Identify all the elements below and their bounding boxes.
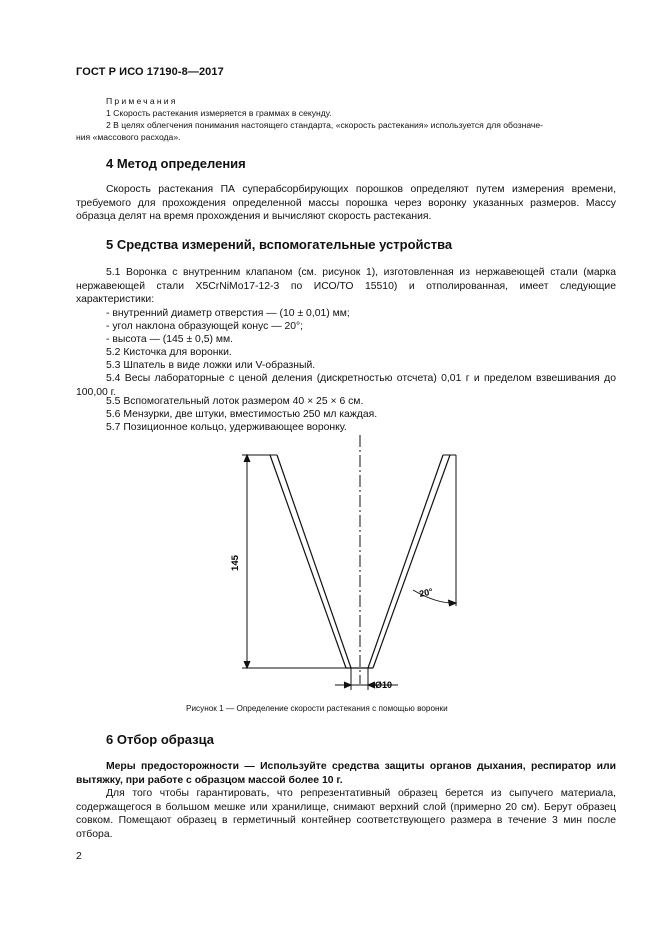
item-5-7: 5.7 Позиционное кольцо, удерживающее воронку. (106, 422, 347, 433)
page-number: 2 (76, 851, 82, 862)
document-header: ГОСТ Р ИСО 17190-8—2017 (76, 66, 224, 78)
section-4-paragraph: Скорость растекания ПА суперабсорбирующих порошков определяют путем измерения времени, требуемого для прохождения определенной массы порошка через воронку указанных размеров. Массу образца делят на время прохождения и вычисляют скорость растекания. (76, 184, 616, 223)
angle-arrow (448, 600, 456, 606)
funnel-right-inner-wall (368, 455, 443, 668)
figure-caption: Рисунок 1 — Определение скорости растекания с помощью воронки (186, 704, 448, 713)
spec-angle: - угол наклона образующей конус — 20°; (106, 321, 304, 332)
dim-diameter-label: Ø10 (375, 680, 393, 690)
section-6-heading: 6 Отбор образца (106, 732, 214, 747)
section-4-heading: 4 Метод определения (106, 156, 246, 171)
funnel-left-inner-wall (277, 455, 351, 668)
funnel-left-outer-wall (270, 455, 346, 668)
diameter-arrow-left (344, 682, 351, 688)
item-5-6: 5.6 Мензурки, две штуки, вместимостью 250 мл каждая. (106, 409, 378, 420)
item-5-2: 5.2 Кисточка для воронки. (106, 347, 232, 358)
spec-diameter: - внутренний диаметр отверстия — (10 ± 0,01) мм; (106, 308, 350, 319)
funnel-right-outer-wall (373, 455, 450, 668)
safety-warning: Меры предосторожности — Используйте средства защиты органов дыхания, респиратор или вытяжку, при работе с образцом массой более 10 г. (76, 761, 616, 786)
item-5-5: 5.5 Вспомогательный лоток размером 40 × 25 × 6 см. (106, 396, 364, 407)
note-2: 2 В целях облегчения понимания настоящего стандарта, «скорость растекания» используется для обозначе- (106, 120, 544, 130)
notes-title: Примечания (106, 96, 178, 106)
height-arrow-top (244, 455, 250, 462)
note-2-continued: ния «массового расхода». (76, 132, 181, 142)
note-1: 1 Скорость растекания измеряется в граммах в секунду. (106, 108, 332, 118)
item-5-3: 5.3 Шпатель в виде ложки или V-образный. (106, 360, 316, 371)
dim-angle-label: 20° (418, 586, 434, 599)
item-5-4: 5.4 Весы лабораторные с ценой деления (дискретностью отсчета) 0,01 г и пределом взвешивания до 100,00 г. (76, 373, 616, 398)
height-arrow-bottom (244, 661, 250, 668)
item-5-1: 5.1 Воронка с внутренним клапаном (см. рисунок 1), изготовленная из нержавеющей стали (марка нержавеющей стали X5CrNiMo17-12-3 по ИСО/ТО 15510) и отполированная, имеет следующие характеристики: (76, 267, 616, 306)
diameter-arrow-right (368, 682, 375, 688)
section-5-heading: 5 Средства измерений, вспомогательные устройства (106, 237, 453, 252)
dim-height-label: 145 (230, 555, 241, 571)
section-6-paragraph: Для того чтобы гарантировать, что репрезентативный образец берется из сыпучего материала, содержащегося в большом мешке или хранилище, снимают верхний слой (примерно 20 см). Берут образец совком. Помещают образец в герметичный контейнер соответствующего размера в течение 3 мин после отбора. (76, 788, 616, 840)
spec-height: - высота — (145 ± 0,5) мм. (106, 334, 234, 345)
